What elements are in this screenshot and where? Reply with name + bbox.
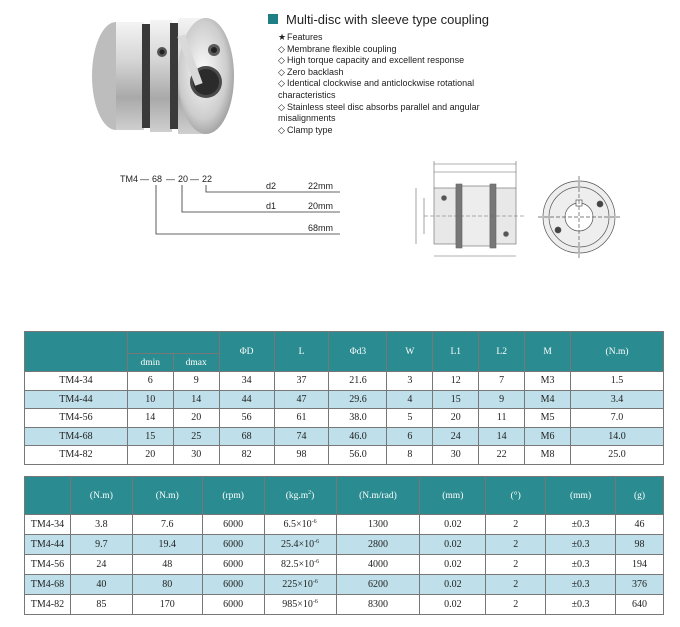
- table-cell: 8300: [336, 595, 420, 615]
- diamond-icon: ◇: [278, 101, 285, 112]
- table-cell: 3: [387, 372, 433, 391]
- header-cell: (N.m/rad): [336, 477, 420, 515]
- table-cell: 47: [274, 390, 329, 409]
- model-cell: TM4-34: [25, 515, 71, 535]
- table-row: [25, 446, 664, 465]
- feature-item: ◇ Zero backlash: [278, 66, 344, 77]
- table-cell: M4: [525, 390, 571, 409]
- table-cell: 7: [479, 372, 525, 391]
- table-cell: 12: [433, 372, 479, 391]
- header-cell: L: [274, 332, 329, 372]
- coupling-product-image: [64, 6, 256, 154]
- table-cell: 8: [387, 446, 433, 465]
- table-cell: 56: [219, 409, 274, 428]
- table-cell: 0.02: [420, 595, 486, 615]
- table-cell: ±0.3: [546, 595, 616, 615]
- table-cell: 48: [132, 555, 202, 575]
- code-dash: —: [166, 174, 175, 184]
- table-cell: 3.8: [70, 515, 132, 535]
- code-prefix: TM4: [120, 174, 138, 184]
- table-cell: ±0.3: [546, 535, 616, 555]
- table-cell: 20: [433, 409, 479, 428]
- table-cell: 46.0: [329, 427, 387, 446]
- diamond-icon: ◇: [278, 66, 285, 77]
- diamond-icon: ◇: [278, 78, 285, 89]
- table-cell: 0.02: [420, 555, 486, 575]
- table-cell: $6.5\times 10^{-6}$: [264, 515, 336, 535]
- features-list: [278, 32, 528, 136]
- table-cell: $25.4\times 10^{-6}$: [264, 535, 336, 555]
- table-cell: 98: [274, 446, 329, 465]
- table-cell: 6000: [202, 535, 264, 555]
- table-cell: 74: [274, 427, 329, 446]
- model-cell: TM4-82: [25, 595, 71, 615]
- table-cell: 37: [274, 372, 329, 391]
- table-cell: 40: [70, 575, 132, 595]
- star-icon: ★: [278, 32, 287, 42]
- table-cell: 21.6: [329, 372, 387, 391]
- table-cell: 68: [219, 427, 274, 446]
- table-cell: 6: [387, 427, 433, 446]
- table-cell: M3: [525, 372, 571, 391]
- model-code-diagram: [120, 172, 360, 242]
- table-cell: ±0.3: [546, 555, 616, 575]
- table-cell: M5: [525, 409, 571, 428]
- d2-value: 22mm: [308, 181, 334, 191]
- table-cell: 9: [173, 372, 219, 391]
- table-cell: 25: [173, 427, 219, 446]
- model-cell: TM4-82: [25, 446, 128, 465]
- table-cell: 10: [127, 390, 173, 409]
- table-cell: 14: [479, 427, 525, 446]
- table-cell: 2800: [336, 535, 420, 555]
- table-cell: ±0.3: [546, 515, 616, 535]
- table-row: [25, 390, 664, 409]
- header-cell: W: [387, 332, 433, 372]
- table-cell: 24: [70, 555, 132, 575]
- title-text: Multi-disc with sleeve type coupling: [286, 11, 490, 27]
- header-cell: (rpm): [202, 477, 264, 515]
- table-cell: 20: [127, 446, 173, 465]
- table-cell: 80: [132, 575, 202, 595]
- table-cell: 5: [387, 409, 433, 428]
- code-d2: 22: [202, 174, 213, 184]
- feature-item: ◇ Identical clockwise and anticlockwise rotational characteristics: [278, 78, 475, 100]
- table-cell: $225\times 10^{-6}$: [264, 575, 336, 595]
- table-cell: 6000: [202, 575, 264, 595]
- table-cell: 6000: [202, 515, 264, 535]
- table-cell: 4: [387, 390, 433, 409]
- table-cell: 2: [486, 555, 546, 575]
- table-cell: 98: [616, 535, 664, 555]
- table-cell: 38.0: [329, 409, 387, 428]
- table-cell: 0.02: [420, 515, 486, 535]
- table-cell: 0.02: [420, 535, 486, 555]
- code-size: 68: [152, 174, 163, 184]
- feature-item: ◇ Membrane flexible coupling: [278, 43, 397, 54]
- header-cell: [127, 332, 219, 354]
- d1-label: d1: [266, 201, 277, 211]
- table-cell: 640: [616, 595, 664, 615]
- table-cell: 15: [433, 390, 479, 409]
- table-cell: 4000: [336, 555, 420, 575]
- table-cell: M8: [525, 446, 571, 465]
- table-cell: 2: [486, 535, 546, 555]
- table-cell: 56.0: [329, 446, 387, 465]
- table-cell: $82.5\times 10^{-6}$: [264, 555, 336, 575]
- model-cell: TM4-68: [25, 575, 71, 595]
- table-cell: 6200: [336, 575, 420, 595]
- table-row: [25, 372, 664, 391]
- model-cell: TM4-68: [25, 427, 128, 446]
- table-cell: 20: [173, 409, 219, 428]
- header-cell: M: [525, 332, 571, 372]
- code-dash: —: [140, 174, 149, 184]
- side-view-drawing: [404, 158, 530, 268]
- table-cell: 29.6: [329, 390, 387, 409]
- size-value: 68mm: [308, 223, 334, 233]
- header-cell: ΦD: [219, 332, 274, 372]
- feature-item: ◇ Stainless steel disc absorbs parallel and angular misalignments: [278, 101, 480, 124]
- table-cell: 15: [127, 427, 173, 446]
- table-cell: 25.0: [571, 446, 664, 465]
- feature-item: ◇ Clamp type: [278, 124, 333, 135]
- table-cell: ±0.3: [546, 575, 616, 595]
- table-cell: 7.6: [132, 515, 202, 535]
- model-cell: TM4-44: [25, 390, 128, 409]
- table-cell: 85: [70, 595, 132, 615]
- table-cell: 6000: [202, 595, 264, 615]
- diamond-icon: ◇: [278, 43, 285, 54]
- table-cell: 1300: [336, 515, 420, 535]
- table-cell: 2: [486, 515, 546, 535]
- d2-label: d2: [266, 181, 277, 191]
- table-row: [25, 555, 664, 575]
- diamond-icon: ◇: [278, 55, 285, 66]
- code-d1: 20: [178, 174, 189, 184]
- table-row: [25, 535, 664, 555]
- header-cell: (N.m): [571, 332, 664, 372]
- code-dash: —: [190, 174, 199, 184]
- header-cell: Φd3: [329, 332, 387, 372]
- product-title: [268, 10, 489, 28]
- model-cell: TM4-44: [25, 535, 71, 555]
- table-row: [25, 409, 664, 428]
- table-cell: 82: [219, 446, 274, 465]
- dimensions-table: [24, 331, 664, 465]
- table-cell: 7.0: [571, 409, 664, 428]
- header-cell: (mm): [420, 477, 486, 515]
- performance-table: [24, 476, 664, 615]
- table-row: [25, 515, 664, 535]
- table-cell: $985\times 10^{-6}$: [264, 595, 336, 615]
- table-cell: 19.4: [132, 535, 202, 555]
- table-cell: 1.5: [571, 372, 664, 391]
- table-cell: 6000: [202, 555, 264, 575]
- title-square-icon: [268, 14, 278, 24]
- table-cell: 46: [616, 515, 664, 535]
- table-cell: 34: [219, 372, 274, 391]
- header-cell: [25, 332, 128, 372]
- table-cell: 11: [479, 409, 525, 428]
- feature-item: ◇ High torque capacity and excellent response: [278, 55, 465, 66]
- header-cell: dmax: [173, 354, 219, 372]
- table-cell: 44: [219, 390, 274, 409]
- table-cell: 0.02: [420, 575, 486, 595]
- table-cell: 9: [479, 390, 525, 409]
- table-cell: 14: [127, 409, 173, 428]
- header-cell: L1: [433, 332, 479, 372]
- table-cell: 3.4: [571, 390, 664, 409]
- model-cell: TM4-56: [25, 409, 128, 428]
- header-cell: (N.m): [70, 477, 132, 515]
- table-cell: 376: [616, 575, 664, 595]
- model-cell: TM4-56: [25, 555, 71, 575]
- table-cell: 14.0: [571, 427, 664, 446]
- header-cell: dmin: [127, 354, 173, 372]
- table-cell: 30: [173, 446, 219, 465]
- header-cell: L2: [479, 332, 525, 372]
- table-cell: 9.7: [70, 535, 132, 555]
- table-row: [25, 575, 664, 595]
- header-cell: (mm): [546, 477, 616, 515]
- table-cell: 6: [127, 372, 173, 391]
- table-row: [25, 595, 664, 615]
- table-cell: 2: [486, 595, 546, 615]
- table-cell: 30: [433, 446, 479, 465]
- header-cell: (N.m): [132, 477, 202, 515]
- table-cell: M6: [525, 427, 571, 446]
- front-view-drawing: [536, 174, 622, 260]
- diamond-icon: ◇: [278, 124, 285, 135]
- d1-value: 20mm: [308, 201, 334, 211]
- header-cell: (°): [486, 477, 546, 515]
- table-cell: 14: [173, 390, 219, 409]
- table-cell: 170: [132, 595, 202, 615]
- model-cell: TM4-34: [25, 372, 128, 391]
- header-cell: (g): [616, 477, 664, 515]
- table-cell: 22: [479, 446, 525, 465]
- header-cell: [25, 477, 71, 515]
- features-header: ★Features: [278, 32, 323, 42]
- table-cell: 194: [616, 555, 664, 575]
- table-cell: 61: [274, 409, 329, 428]
- header-cell: $(kg.m^2)$: [264, 477, 336, 515]
- table-cell: 24: [433, 427, 479, 446]
- table-row: [25, 427, 664, 446]
- table-cell: 2: [486, 575, 546, 595]
